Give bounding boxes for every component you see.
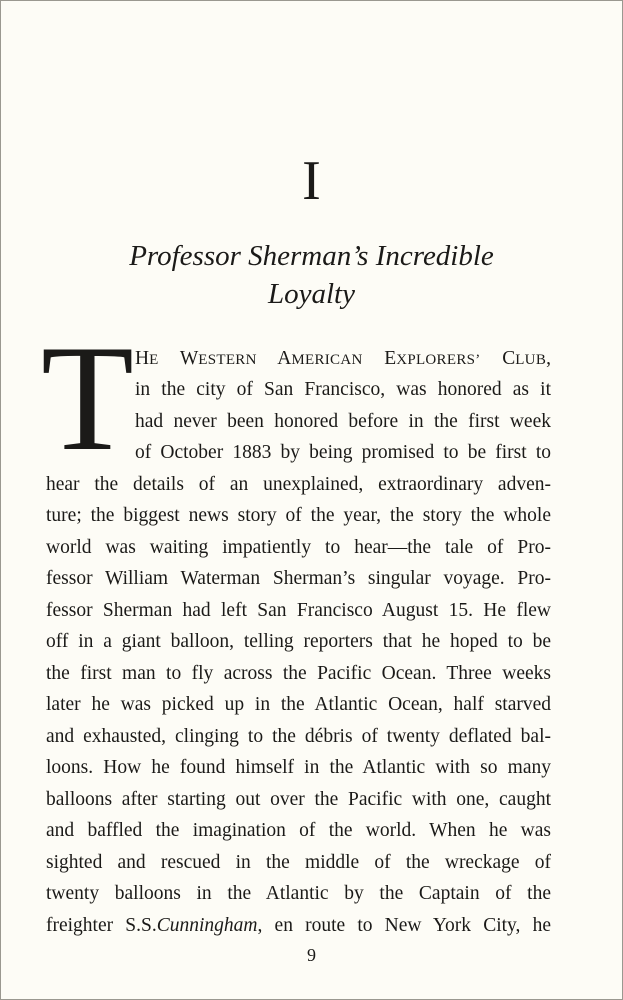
club-word-4-rest: XPLORERS’: [396, 352, 481, 368]
ship-name: Cunningham: [156, 915, 258, 936]
body-line: had never been honored before in the first week: [135, 411, 551, 432]
chapter-title-line-1: Professor Sherman’s Incredible: [129, 240, 494, 272]
body-line: ture; the biggest news story of the year, the story the whole: [46, 505, 551, 526]
last-line-end: , en route to New York City, he: [257, 915, 551, 936]
body-line: fessor Sherman had left San Francisco August 15. He flew: [46, 600, 551, 621]
page-number: 9: [307, 945, 316, 965]
body-line: world was waiting impatiently to hear—the tale of Pro-: [46, 537, 551, 558]
body-line: off in a giant balloon, telling reporters that he hoped to be: [46, 631, 551, 652]
body-line: of October 1883 by being promised to be first to: [135, 442, 551, 463]
club-name-line: [135, 343, 551, 375]
body-line: fessor William Waterman Sherman’s singular voyage. Pro-: [46, 568, 551, 589]
club-word-1-rest: E: [149, 352, 159, 368]
body-line: hear the details of an unexplained, extraordinary adven-: [46, 474, 551, 495]
body-line: balloons after starting out over the Pacific with one, caught: [46, 789, 551, 810]
club-word-2-initial: W: [179, 348, 199, 369]
club-word-1-initial: H: [135, 348, 150, 369]
body-line: the first man to fly across the Pacific Ocean. Three weeks: [46, 663, 551, 684]
club-word-3-initial: A: [277, 348, 292, 369]
club-word-2-rest: ESTERN: [198, 352, 257, 368]
body-line: later he was picked up in the Atlantic Ocean, half starved: [46, 694, 551, 715]
club-name-comma: ,: [546, 348, 551, 369]
club-word-5-initial: C: [502, 348, 516, 369]
body-line: in the city of San Francisco, was honored as it: [135, 379, 551, 400]
drop-cap: T: [41, 314, 134, 482]
chapter-title: [1, 237, 622, 313]
club-word-5-rest: LUB: [515, 352, 547, 368]
body-line: sighted and rescued in the middle of the wreckage of: [46, 852, 551, 873]
body-line: loons. How he found himself in the Atlantic with so many: [46, 757, 551, 778]
club-word-3-rest: MERICAN: [291, 352, 363, 368]
body-line: and baffled the imagination of the world. When he was: [46, 820, 551, 841]
club-word-4-initial: E: [384, 348, 397, 369]
last-line-start: freighter S.S.: [46, 915, 157, 936]
body-line: and exhausted, clinging to the débris of twenty deflated bal-: [46, 726, 551, 747]
chapter-number: I: [302, 150, 321, 212]
body-line-last: [46, 910, 551, 942]
body-line: twenty balloons in the Atlantic by the Captain of the: [46, 883, 551, 904]
chapter-title-line-2: Loyalty: [268, 278, 355, 310]
